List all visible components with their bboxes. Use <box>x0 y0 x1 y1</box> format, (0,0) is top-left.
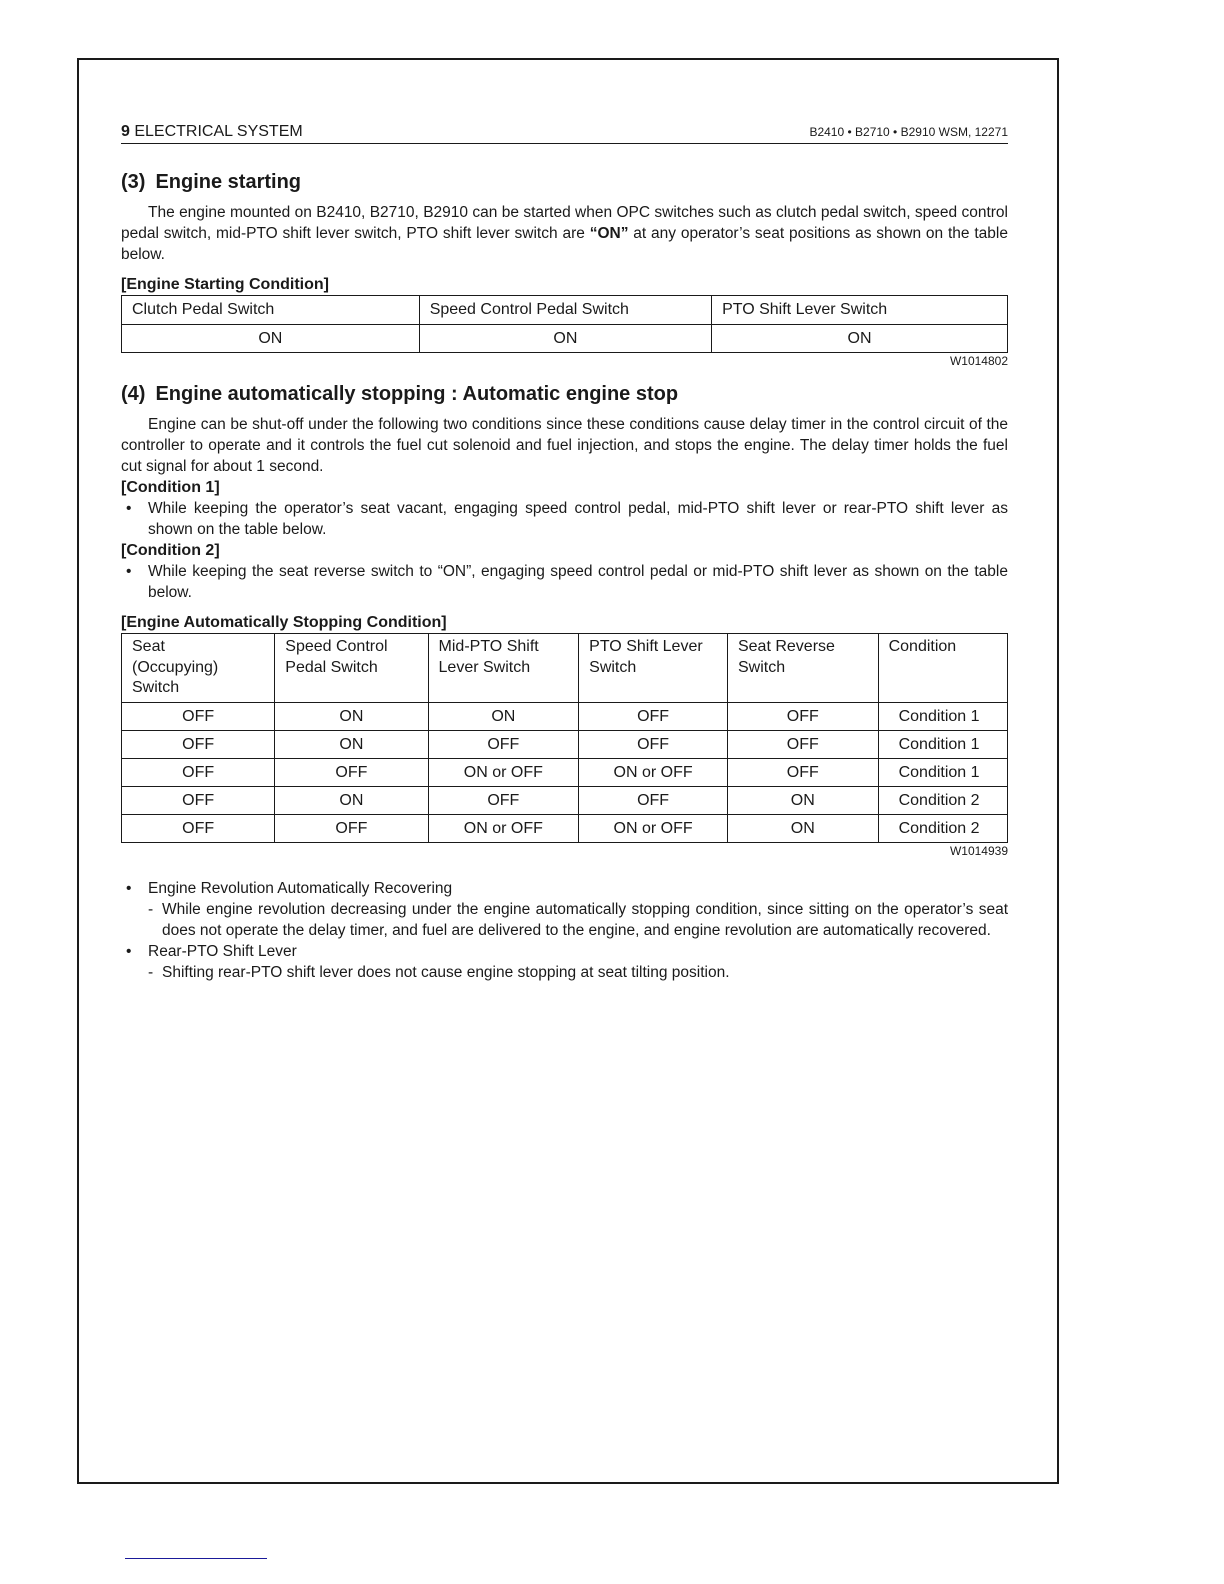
table-header-cell <box>428 634 579 703</box>
table-cell: OFF <box>727 731 878 759</box>
table-cell: ON <box>419 325 711 353</box>
table-cell: OFF <box>727 759 878 787</box>
table-cell: Condition 1 <box>878 731 1007 759</box>
table-cell: OFF <box>579 731 728 759</box>
stopping-condition-table <box>121 633 1008 843</box>
bullet-icon: • <box>126 943 132 960</box>
dash-icon: - <box>148 901 154 918</box>
table-cell: OFF <box>428 731 579 759</box>
header-line: PTO Shift Lever <box>589 638 703 655</box>
bullet-icon: • <box>126 880 132 897</box>
header-line: Condition <box>888 638 957 655</box>
table-cell: ON <box>428 703 579 731</box>
table-header-cell <box>275 634 428 703</box>
footer-rule <box>125 1558 267 1559</box>
table-cell: ON <box>275 703 428 731</box>
header-line: Speed Control <box>285 638 388 655</box>
reference-code: W1014802 <box>949 354 1008 368</box>
header-line: Switch <box>737 658 786 676</box>
table-row <box>122 703 1008 731</box>
table-header-row <box>122 634 1008 703</box>
condition-1-list <box>121 498 1008 540</box>
list-item: • While keeping the operator’s seat vacant, engaging speed control pedal, mid-PTO shift lever or rear-PTO shift lever as shown on the table below. <box>121 498 1008 540</box>
table-cell: Condition 1 <box>878 759 1007 787</box>
paragraph-text-end: at any operator’s seat positions as shown on the table below. <box>121 225 1008 263</box>
header-line: Switch <box>132 679 180 696</box>
starting-table-caption: [Engine Starting Condition] <box>121 276 329 293</box>
table-cell: OFF <box>122 815 275 843</box>
table-cell: OFF <box>579 787 728 815</box>
table-header-cell <box>122 634 275 703</box>
table-cell: OFF <box>275 759 428 787</box>
table-row <box>122 325 1008 353</box>
list-item: • While keeping the seat reverse switch to “ON”, engaging speed control pedal or mid-PTO shift lever as shown on the table below. <box>121 561 1008 603</box>
heading-number: (4) <box>121 383 146 405</box>
header-line: Lever Switch <box>438 658 531 676</box>
reference-code: W1014939 <box>949 844 1008 858</box>
note-rear-pto-title <box>121 941 1008 962</box>
starting-condition-table <box>121 295 1008 353</box>
table-cell: ON or OFF <box>428 759 579 787</box>
heading-number: (3) <box>121 171 146 193</box>
table-header-cell: Speed Control Pedal Switch <box>419 296 711 325</box>
header-line: Mid-PTO Shift <box>438 638 539 655</box>
page-header <box>121 123 1008 144</box>
table-header-cell: PTO Shift Lever Switch <box>712 296 1008 325</box>
table-header-cell <box>878 634 1007 703</box>
table-cell: OFF <box>727 703 878 731</box>
stopping-table-caption: [Engine Automatically Stopping Condition] <box>121 614 447 631</box>
engine-starting-paragraph <box>121 202 1008 265</box>
header-line: Switch <box>589 658 637 676</box>
condition-1-label: [Condition 1] <box>121 479 220 496</box>
dash-icon: - <box>148 964 154 981</box>
note-title: Engine Revolution Automatically Recovering <box>148 880 453 897</box>
table-cell: ON <box>727 815 878 843</box>
table-cell: OFF <box>275 815 428 843</box>
table-cell: ON <box>122 325 420 353</box>
note-title: Rear-PTO Shift Lever <box>148 943 297 960</box>
header-line: Seat <box>132 638 165 655</box>
table-row <box>122 759 1008 787</box>
heading-title: Engine automatically stopping : Automatic engine stop <box>155 383 679 405</box>
heading-engine-starting <box>121 170 1008 194</box>
table-row <box>122 731 1008 759</box>
condition-2-list <box>121 561 1008 603</box>
table-cell: OFF <box>579 703 728 731</box>
table-cell: ON <box>727 787 878 815</box>
table-cell: OFF <box>122 787 275 815</box>
condition-2-label: [Condition 2] <box>121 542 220 559</box>
table-cell: Condition 2 <box>878 787 1007 815</box>
table-header-row <box>122 296 1008 325</box>
heading-title: Engine starting <box>155 171 302 193</box>
header-line: Seat Reverse <box>737 638 835 655</box>
table-cell: ON <box>275 787 428 815</box>
note-recovering-title <box>121 878 1008 899</box>
table-header-cell <box>579 634 728 703</box>
table-cell: ON or OFF <box>428 815 579 843</box>
header-line: Pedal Switch <box>285 658 378 676</box>
section-title: ELECTRICAL SYSTEM <box>134 123 303 140</box>
note-detail: While engine revolution decreasing under the engine automatically stopping condition, since sitting on the operator’s seat does not operate the delay timer, and fuel are delivered to the engine, and engine revolution are automatically recovered. <box>162 901 1008 939</box>
paragraph-text: The engine mounted on B2410, B2710, B2910 can be started when OPC switches such as clutch pedal switch, speed control pedal switch, mid-PTO shift lever switch, PTO shift lever switch are <box>121 204 1008 242</box>
table-cell: ON <box>712 325 1008 353</box>
heading-automatic-stop <box>121 382 1008 406</box>
section-number: 9 <box>121 123 130 140</box>
table-cell: ON or OFF <box>579 759 728 787</box>
page-content <box>121 123 1008 983</box>
note-rear-pto-detail <box>121 962 1008 983</box>
table-cell: OFF <box>122 759 275 787</box>
note-detail: Shifting rear-PTO shift lever does not cause engine stopping at seat tilting position. <box>162 964 730 981</box>
automatic-stop-paragraph: Engine can be shut-off under the following two conditions since these conditions cause delay timer in the control circuit of the controller to operate and it controls the fuel cut solenoid and fuel injection, and stops the engine. The delay timer holds the fuel cut signal for about 1 second. <box>121 416 1008 475</box>
table-header-cell <box>727 634 878 703</box>
model-reference: B2410 • B2710 • B2910 WSM, 12271 <box>809 125 1008 139</box>
table-cell: Condition 2 <box>878 815 1007 843</box>
table-cell: OFF <box>122 703 275 731</box>
table-cell: ON or OFF <box>579 815 728 843</box>
table-header-cell: Clutch Pedal Switch <box>122 296 420 325</box>
table-row <box>122 787 1008 815</box>
section-heading <box>121 123 303 141</box>
note-recovering-detail <box>121 899 1008 941</box>
table-cell: OFF <box>122 731 275 759</box>
table-row <box>122 815 1008 843</box>
table-cell: ON <box>275 731 428 759</box>
header-line: (Occupying) <box>132 658 219 676</box>
paragraph-bold-on: “ON” <box>589 225 629 242</box>
table-cell: Condition 1 <box>878 703 1007 731</box>
table-cell: OFF <box>428 787 579 815</box>
